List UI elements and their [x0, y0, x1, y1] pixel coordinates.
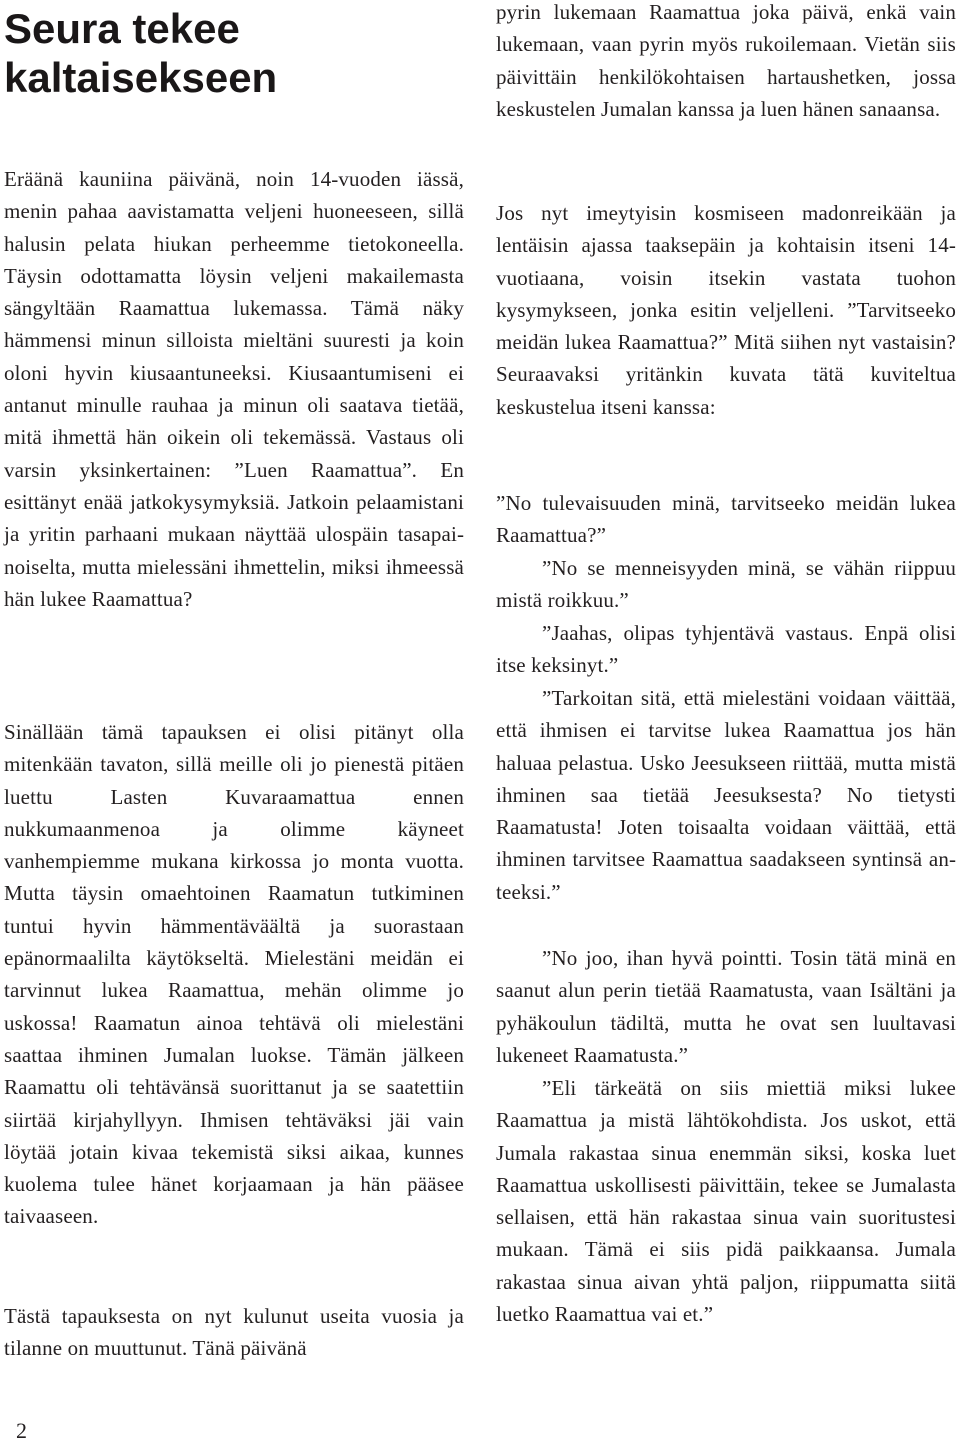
dialogue-paragraph: ”Jaahas, olipas tyhjentävä vastaus. Enpä olisi itse keksinyt.”	[496, 621, 956, 678]
body-paragraph: Eräänä kauniina päivänä, noin 14-vuoden iässä, menin pahaa aavistamatta veljeni huoneeseen, sillä halusin pelata hiukan perheemme tietokoneella. Täysin odottamatta löysin veljeni makailemasta sängyltään Raamattua lukemassa. Tämä näky hämmensi minun silloista mieltäni suuresti ja koin oloni hyvin kiusaantuneeksi. Kiusaantumiseni ei antanut minulle rauhaa ja minun oli saatava tietää, mitä ihmettä hän oikein oli tekemässä. Vastaus oli varsin yksinkertainen: ”Luen Raamattua”. En esittänyt enää jatkokysymyksiä. Jatkoin pelaamistani ja yritin parhaani mukaan näyttää ulospäin tasapainoiselta, mutta mielessäni ihmettelin, miksi ihmeessä hän lukee Raamattua?	[4, 167, 464, 611]
page-number: 2	[16, 1418, 27, 1443]
body-paragraph: Sinällään tämä tapauksen ei olisi pitänyt olla mitenkään tavaton, sillä meille oli jo pienestä pitäen luettu Lasten Kuvaraamattua ennen nukkumaanmenoa ja olimme käyneet vanhempiemme mukana kirkossa jo monta vuotta. Mutta täysin omaehtoinen Raamatun tutkiminen tuntui hyvin hämmentäväältä ja suorastaan epänormaalilta käytökseltä. Mielestäni meidän ei tarvinnut lukea Raamattua, mehän olimme jo uskossa! Raamatun ainoa tehtävä oli mielestäni saattaa ihminen Jumalan luokse. Tämän jälkeen Raamattu oli tehtävänsä suorittanut ja se saatettiin siirtää kirjahyllyyn. Ihmisen tehtäväksi jäi vain löytää jotain kivaa tekemistä siksi aikaa, kunnes kuolema tulee hänet korjaamaan ja hän pääsee taivaaseen.	[4, 720, 464, 1229]
dialogue-paragraph: ”No joo, ihan hyvä pointti. Tosin tätä minä en saanut alun perin tietää Raamatusta, vaan Isältäni ja pyhäkoulun tädiltä, mutta he ovat sen luultavasi lukeneet Raamatusta.”	[496, 946, 956, 1067]
dialogue-paragraph: ”No se menneisyyden minä, se vähän riippuu mistä roikkuu.”	[496, 556, 956, 613]
article-title: Seura tekee kaltaisekseen	[4, 5, 278, 101]
body-paragraph: pyrin lukemaan Raamattua joka päivä, enkä vain lukemaan, vaan pyrin myös rukoilemaan. Vietän siis päivittäin henkilökohtaisen hartaushetken, jossa keskustelen Jumalan kanssa ja luen hänen sanaansa.	[496, 0, 956, 121]
dialogue-paragraph: ”Eli tärkeätä on siis miettiä miksi lukee Raamattua ja mistä lähtökohdista. Jos uskot, että Jumala rakastaa sinua enemmän siksi, koska luet Raamattua uskollisesti päivittäin, tekee se Jumalasta sellaisen, että hän rakastaa sinua vain suoritustesi mukaan. Tämä ei siis pidä paikkaansa. Jumala rakastaa sinua aivan yhtä paljon, riippumatta siitä luetko Raamattua vai et.”	[496, 1076, 956, 1327]
body-paragraph: Tästä tapauksesta on nyt kulunut useita vuosia ja tilanne on muuttunut. Tänä päivänä	[4, 1304, 464, 1361]
dialogue-paragraph: ”Tarkoitan sitä, että mielestäni voidaan väittää, että ihmisen ei tarvitse lukea Raamattua jos hän haluaa pelastua. Usko Jeesukseen riittää, mutta mistä ihminen saa tietää Jeesuksesta? No tietysti Raamatusta! Joten toisaalta voidaan väittää, että ihminen tarvitsee Raamattua saadakseen syntinsä anteeksi.”	[496, 686, 956, 904]
body-paragraph: Jos nyt imeytyisin kosmiseen madonreikään ja lentäisin ajassa taaksepäin ja kohtaisin itseni 14-vuotiaana, voisin itsekin vastata tuohon kysymykseen, jonka esitin veljelleni. ”Tarvitseeko meidän lukea Raamattua?” Mitä siihen nyt vastaisin? Seuraavaksi yritänkin kuvata tätä kuviteltua keskustelua itseni kanssa:	[496, 201, 956, 419]
dialogue-paragraph: ”No tulevaisuuden minä, tarvitseeko meidän lukea Raamattua?”	[496, 491, 956, 548]
